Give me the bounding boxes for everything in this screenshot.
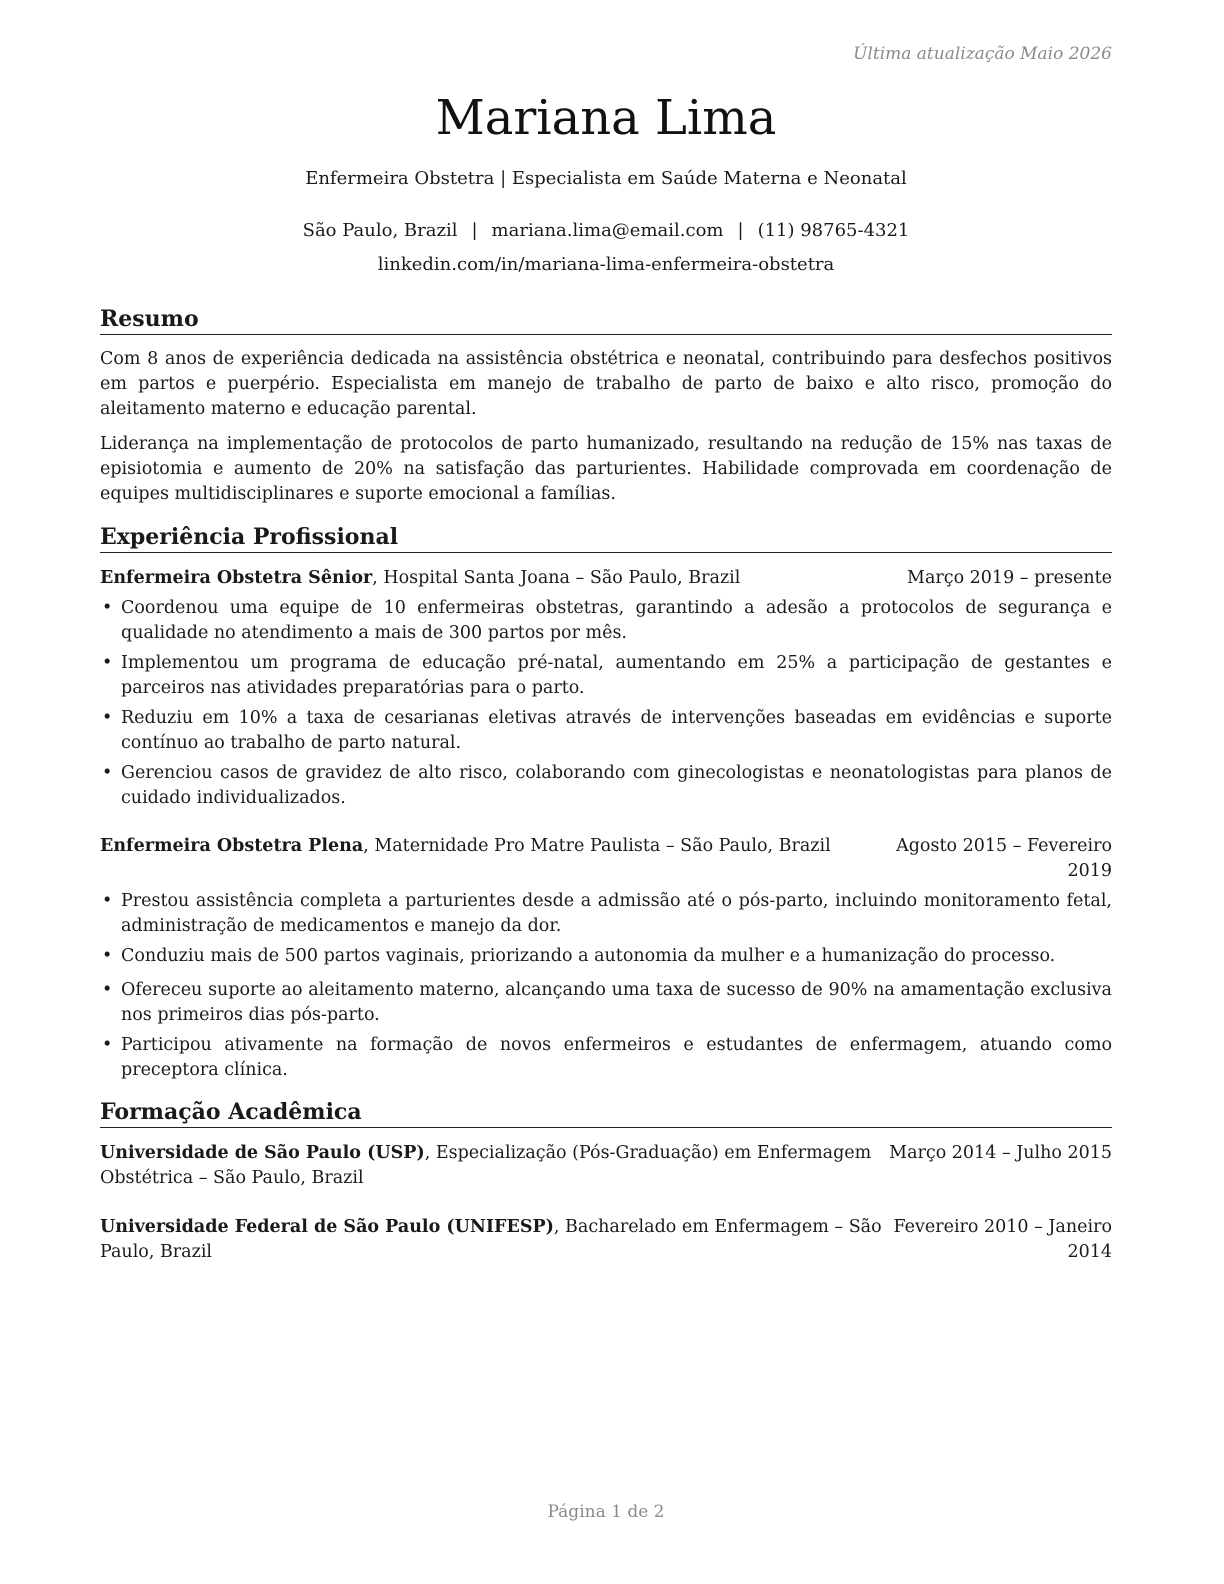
location-text: São Paulo, Brazil — [302, 220, 458, 241]
email-link[interactable]: mariana.lima@email.com — [491, 220, 724, 241]
bullet-icon: • — [102, 708, 113, 728]
list-item: • Prestou assistência completa a parturientes desde a admissão até o pós-parto, incluindo monitoramento fetal, administração de medicamentos e manejo da dor. — [102, 891, 1112, 936]
degree-text: , Bacharelado em Enfermagem – São — [553, 1217, 882, 1237]
bullet-icon: • — [102, 598, 113, 618]
candidate-subtitle: Enfermeira Obstetra | Especialista em Saúde Materna e Neonatal — [305, 168, 907, 189]
school-name: Universidade Federal de São Paulo (UNIFESP) — [100, 1217, 554, 1237]
job-role: Enfermeira Obstetra Sênior — [100, 568, 373, 588]
bullet-icon: • — [102, 891, 113, 911]
resume-page — [100, 0, 1112, 1584]
job-heading-1 — [100, 566, 1112, 591]
summary-paragraph-1: Com 8 anos de experiência dedicada na assistência obstétrica e neonatal, contribuindo para desfechos positivos em partos e puerpério. Especialista em manejo de trabalho de parto de baixo e alto risco, promoção do aleitamento materno e educação parental. — [100, 349, 1112, 419]
job-organization: , Maternidade Pro Matre Paulista – São Paulo, Brazil — [363, 836, 831, 856]
job-bullets-1 — [100, 596, 1112, 811]
contact-separator: | — [737, 220, 744, 241]
education-dates: Março 2014 – Julho 2015 — [889, 1143, 1112, 1163]
list-item: • Participou ativamente na formação de novos enfermeiros e estudantes de enfermagem, atuando como preceptora clínica. — [102, 1035, 1112, 1080]
degree-text-cont: Obstétrica – São Paulo, Brazil — [100, 1168, 364, 1188]
degree-text: , Especialização (Pós-Graduação) em Enfermagem — [424, 1143, 872, 1163]
bullet-icon: • — [102, 946, 113, 966]
list-item: • Ofereceu suporte ao aleitamento materno, alcançando uma taxa de sucesso de 90% na amamentação exclusiva nos primeiros dias pós-parto. — [102, 980, 1112, 1025]
list-item: • Reduziu em 10% a taxa de cesarianas eletivas através de intervenções baseadas em evidências e suporte contínuo ao trabalho de parto natural. — [102, 708, 1112, 753]
phone-text: (11) 98765-4321 — [757, 220, 910, 241]
job-heading-2 — [100, 834, 1112, 884]
education-dates: Fevereiro 2010 – Janeiro 2014 — [893, 1217, 1112, 1262]
job-bullets-2 — [100, 889, 1112, 1083]
linkedin-link[interactable]: linkedin.com/in/mariana-lima-enfermeira-obstetra — [377, 254, 835, 275]
job-dates: Março 2019 – presente — [907, 568, 1112, 588]
bullet-icon: • — [102, 1035, 113, 1055]
degree-text-cont: Paulo, Brazil — [100, 1242, 213, 1262]
job-role: Enfermeira Obstetra Plena — [100, 836, 364, 856]
education-item-1 — [100, 1141, 1112, 1191]
section-title-summary: Resumo — [100, 305, 1112, 335]
bullet-icon: • — [102, 653, 113, 673]
last-updated-note: Última atualização Maio 2026 — [853, 44, 1112, 64]
candidate-name: Mariana Lima — [435, 90, 777, 146]
list-item: • Implementou um programa de educação pré-natal, aumentando em 25% a participação de gestantes e parceiros nas atividades preparatórias para o parto. — [102, 653, 1112, 698]
list-item: • Coordenou uma equipe de 10 enfermeiras obstetras, garantindo a adesão a protocolos de segurança e qualidade no atendimento a mais de 300 partos por mês. — [102, 598, 1112, 643]
list-item: • Conduziu mais de 500 partos vaginais, priorizando a autonomia da mulher e a humanização do processo. — [100, 944, 1112, 969]
bullet-icon: • — [102, 763, 113, 783]
section-title-education: Formação Acadêmica — [100, 1098, 1112, 1128]
contact-separator: | — [471, 220, 478, 241]
list-item: • Gerenciou casos de gravidez de alto risco, colaborando com ginecologistas e neonatologistas para planos de cuidado individualizados. — [102, 763, 1112, 808]
job-organization: , Hospital Santa Joana – São Paulo, Brazil — [372, 568, 741, 588]
bullet-icon: • — [102, 980, 113, 1000]
job-dates: Agosto 2015 – Fevereiro 2019 — [896, 836, 1112, 881]
section-title-experience: Experiência Profissional — [100, 523, 1112, 553]
education-item-2 — [100, 1215, 1112, 1265]
contact-line — [100, 220, 1112, 241]
page-number: Página 1 de 2 — [547, 1502, 665, 1522]
summary-paragraph-2: Liderança na implementação de protocolos de parto humanizado, resultando na redução de 15% nas taxas de episiotomia e aumento de 20% na satisfação das parturientes. Habilidade comprovada em coordenação de equipes multidisciplinares e suporte emocional a famílias. — [100, 434, 1112, 504]
school-name: Universidade de São Paulo (USP) — [100, 1143, 425, 1163]
